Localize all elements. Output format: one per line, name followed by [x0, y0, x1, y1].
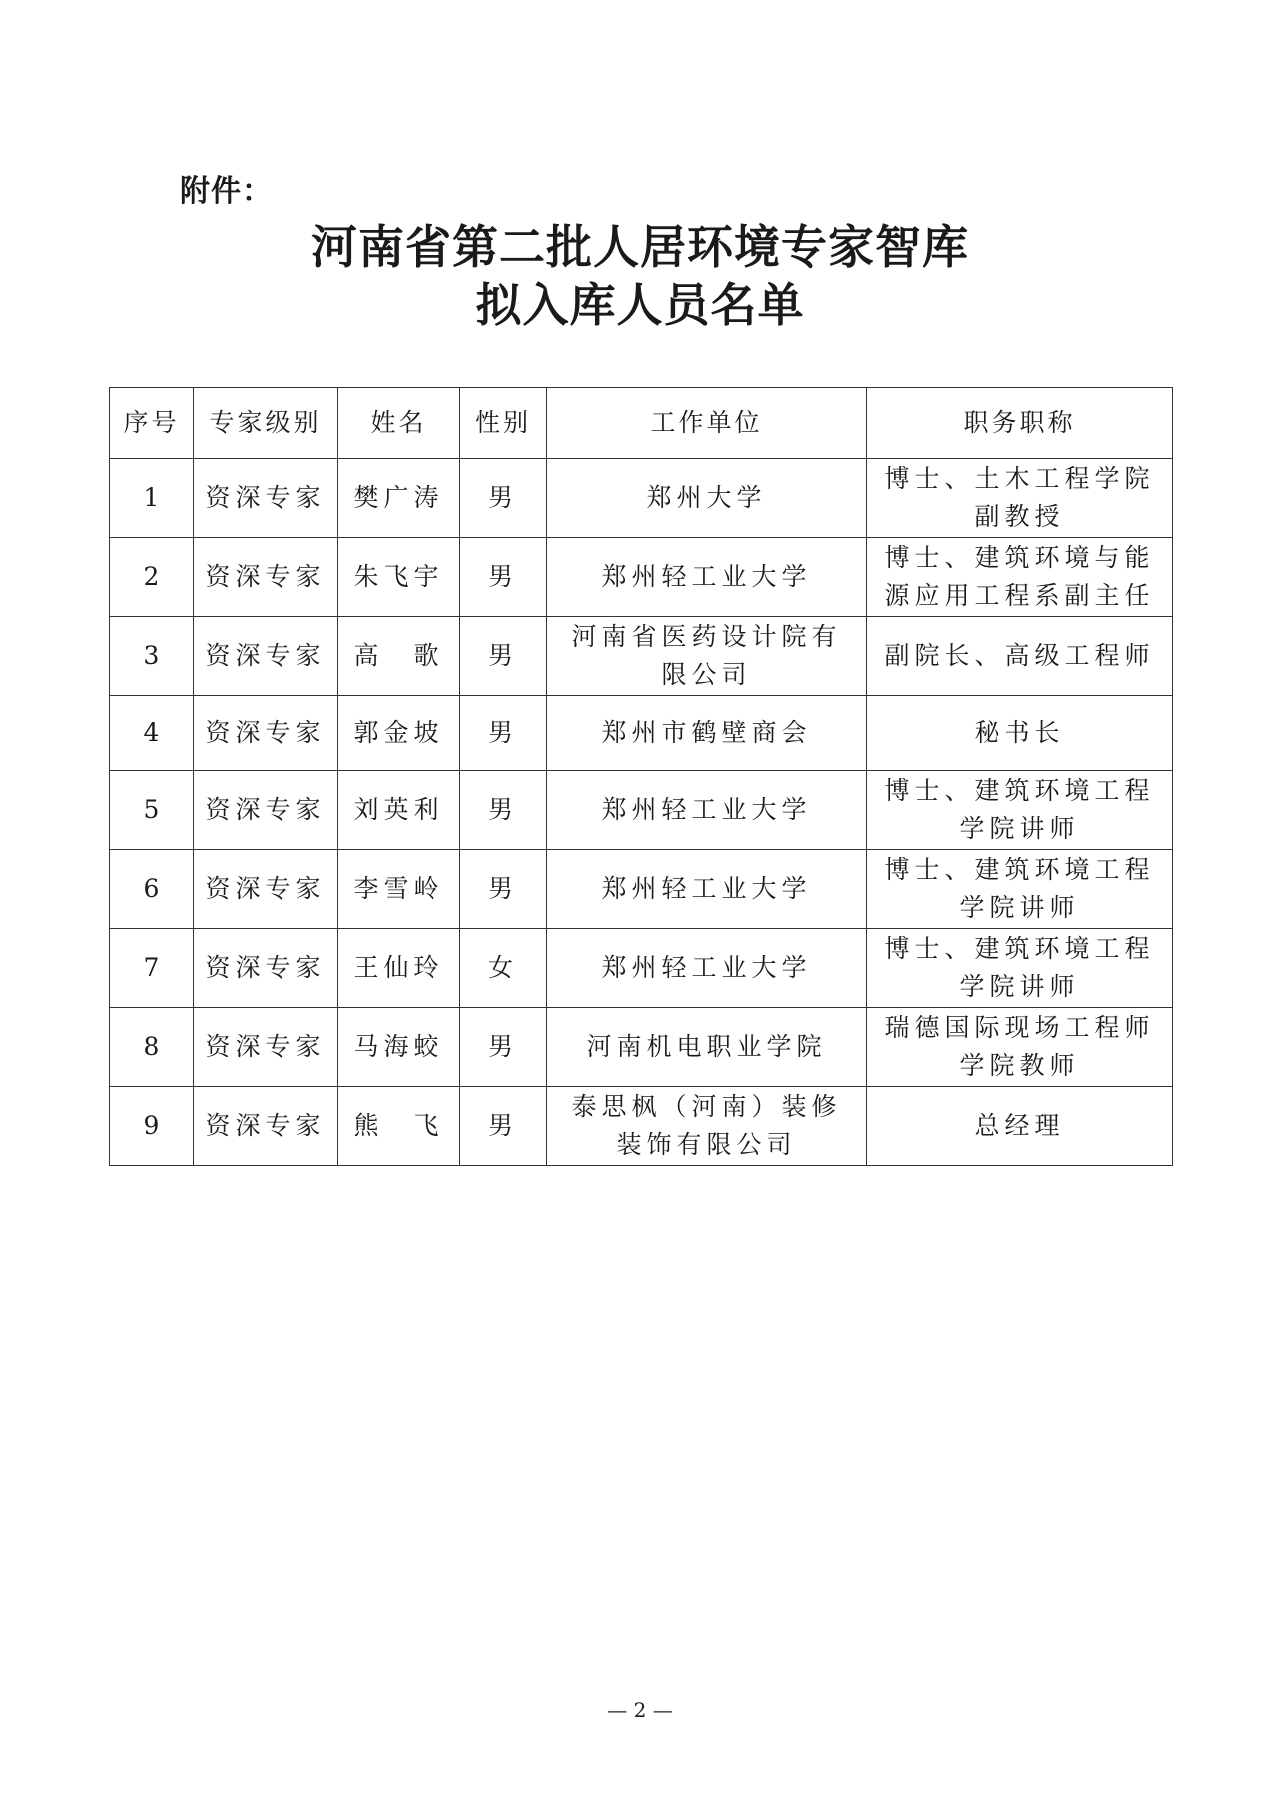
cell-org: 郑州轻工业大学 — [547, 929, 867, 1008]
cell-gender: 女 — [460, 929, 547, 1008]
header-org: 工作单位 — [547, 388, 867, 459]
cell-seq: 1 — [110, 459, 194, 538]
cell-org: 郑州大学 — [547, 459, 867, 538]
cell-title: 副院长、高级工程师 — [867, 617, 1173, 696]
cell-seq: 6 — [110, 850, 194, 929]
cell-title: 博士、建筑环境工程学院讲师 — [867, 771, 1173, 850]
cell-org: 河南机电职业学院 — [547, 1008, 867, 1087]
page-number: — 2 — — [607, 1698, 673, 1722]
cell-seq: 7 — [110, 929, 194, 1008]
table-row — [110, 538, 1173, 617]
attachment-label: 附件： — [180, 174, 273, 209]
cell-title: 瑞德国际现场工程师学院教师 — [867, 1008, 1173, 1087]
cell-level: 资深专家 — [194, 696, 338, 771]
cell-gender: 男 — [460, 459, 547, 538]
cell-name: 熊 飞 — [338, 1087, 460, 1166]
expert-roster-table — [109, 387, 1173, 1166]
header-level: 专家级别 — [194, 388, 338, 459]
table-row — [110, 1008, 1173, 1087]
cell-name: 刘英利 — [338, 771, 460, 850]
cell-seq: 4 — [110, 696, 194, 771]
cell-name: 郭金坡 — [338, 696, 460, 771]
cell-gender: 男 — [460, 538, 547, 617]
cell-gender: 男 — [460, 1008, 547, 1087]
table-row — [110, 617, 1173, 696]
cell-gender: 男 — [460, 771, 547, 850]
cell-title: 博士、土木工程学院副教授 — [867, 459, 1173, 538]
table-header-row — [110, 388, 1173, 459]
table-row — [110, 459, 1173, 538]
cell-title: 总经理 — [867, 1087, 1173, 1166]
cell-name: 马海蛟 — [338, 1008, 460, 1087]
cell-gender: 男 — [460, 696, 547, 771]
header-gender: 性别 — [460, 388, 547, 459]
cell-org: 郑州轻工业大学 — [547, 771, 867, 850]
cell-level: 资深专家 — [194, 617, 338, 696]
cell-title: 博士、建筑环境与能源应用工程系副主任 — [867, 538, 1173, 617]
cell-seq: 5 — [110, 771, 194, 850]
cell-name: 樊广涛 — [338, 459, 460, 538]
cell-level: 资深专家 — [194, 1087, 338, 1166]
cell-level: 资深专家 — [194, 538, 338, 617]
document-title-line2: 拟入库人员名单 — [475, 278, 805, 332]
cell-seq: 3 — [110, 617, 194, 696]
cell-level: 资深专家 — [194, 929, 338, 1008]
cell-title: 博士、建筑环境工程学院讲师 — [867, 850, 1173, 929]
cell-name: 朱飞宇 — [338, 538, 460, 617]
cell-org: 郑州轻工业大学 — [547, 850, 867, 929]
cell-seq: 9 — [110, 1087, 194, 1166]
cell-level: 资深专家 — [194, 771, 338, 850]
cell-name: 李雪岭 — [338, 850, 460, 929]
document-title-line1: 河南省第二批人居环境专家智库 — [311, 220, 969, 274]
table-row — [110, 696, 1173, 771]
table-row — [110, 1087, 1173, 1166]
cell-org: 郑州市鹤壁商会 — [547, 696, 867, 771]
cell-name: 高 歌 — [338, 617, 460, 696]
cell-org: 郑州轻工业大学 — [547, 538, 867, 617]
table-row — [110, 850, 1173, 929]
cell-seq: 2 — [110, 538, 194, 617]
cell-gender: 男 — [460, 1087, 547, 1166]
cell-seq: 8 — [110, 1008, 194, 1087]
cell-org: 河南省医药设计院有限公司 — [547, 617, 867, 696]
table-row — [110, 771, 1173, 850]
table-row — [110, 929, 1173, 1008]
cell-gender: 男 — [460, 617, 547, 696]
header-name: 姓名 — [338, 388, 460, 459]
cell-org: 泰思枫（河南）装修装饰有限公司 — [547, 1087, 867, 1166]
cell-level: 资深专家 — [194, 1008, 338, 1087]
cell-title: 秘书长 — [867, 696, 1173, 771]
cell-name: 王仙玲 — [338, 929, 460, 1008]
header-seq: 序号 — [110, 388, 194, 459]
header-title: 职务职称 — [867, 388, 1173, 459]
cell-level: 资深专家 — [194, 850, 338, 929]
cell-title: 博士、建筑环境工程学院讲师 — [867, 929, 1173, 1008]
cell-level: 资深专家 — [194, 459, 338, 538]
cell-gender: 男 — [460, 850, 547, 929]
